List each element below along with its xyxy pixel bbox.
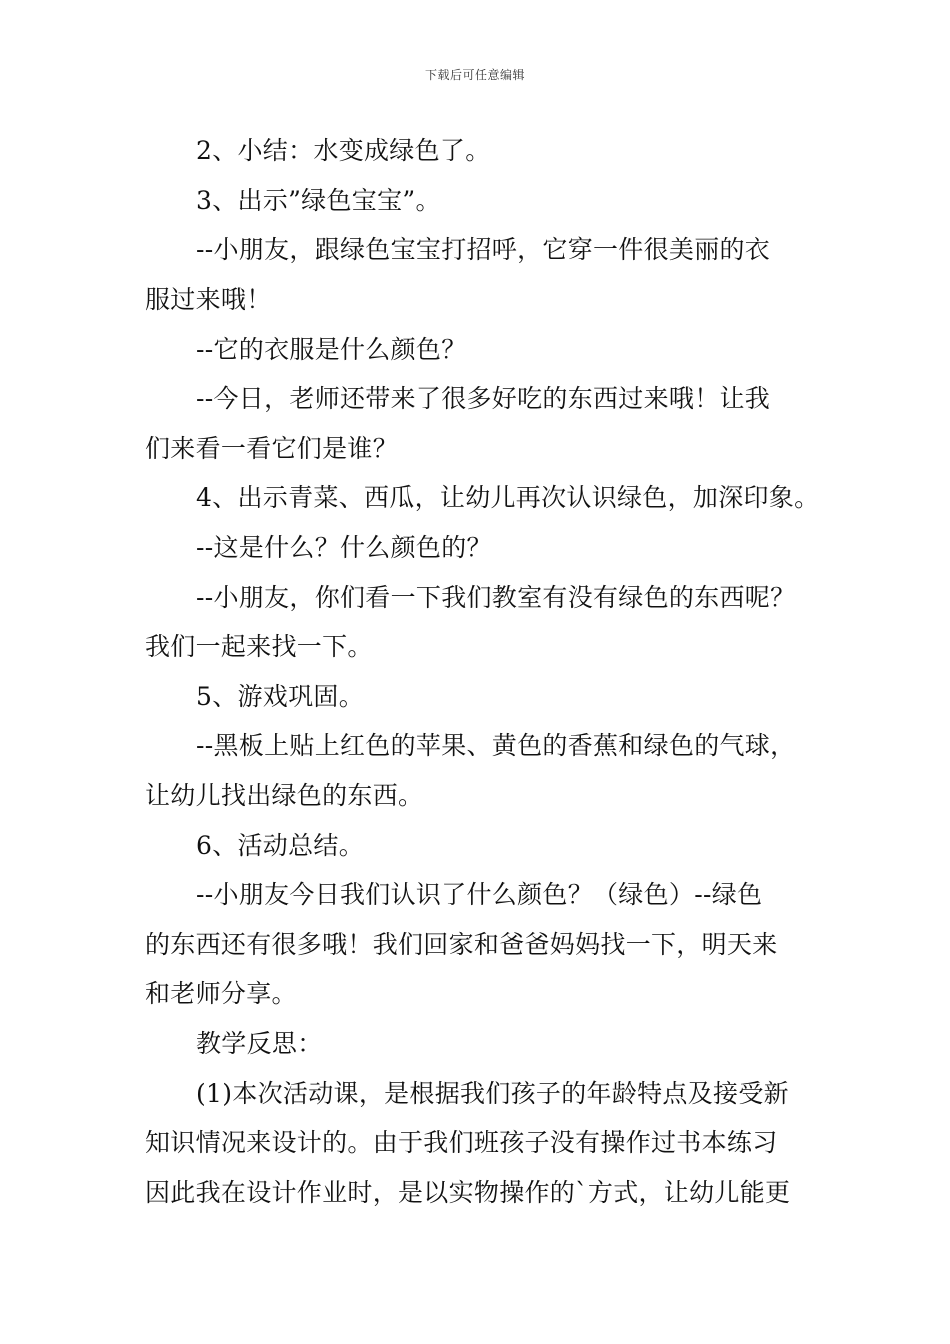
text-line: 我们一起来找一下。	[145, 632, 373, 661]
text-line: 和老师分享。	[145, 979, 297, 1008]
text-line: 6、活动总结。	[196, 831, 365, 860]
text-line: 4、出示青菜、西瓜，让幼儿再次认识绿色，加深印象。	[196, 483, 820, 512]
text-line: 的东西还有很多哦！我们回家和爸爸妈妈找一下，明天来	[145, 930, 778, 959]
text-line: --今日，老师还带来了很多好吃的东西过来哦！让我	[196, 384, 771, 413]
text-line: (1)本次活动课，是根据我们孩子的年龄特点及接受新	[196, 1079, 789, 1108]
text-line: 们来看一看它们是谁？	[145, 434, 399, 463]
text-line: 服过来哦！	[145, 285, 272, 314]
text-line: --小朋友今日我们认识了什么颜色？（绿色）--绿色	[196, 880, 763, 909]
text-line: --小朋友，跟绿色宝宝打招呼，它穿一件很美丽的衣	[196, 235, 771, 264]
text-line: 知识情况来设计的。由于我们班孩子没有操作过书本练习	[145, 1128, 778, 1157]
text-line: --这是什么？什么颜色的？	[196, 533, 492, 562]
page-header: 下载后可任意编辑	[424, 68, 525, 82]
text-line: 因此我在设计作业时，是以实物操作的`方式，让幼儿能更	[145, 1178, 791, 1207]
text-line: --小朋友，你们看一下我们教室有没有绿色的东西呢？	[196, 583, 796, 612]
text-line: --它的衣服是什么颜色？	[196, 335, 467, 364]
text-line: 教学反思：	[196, 1029, 323, 1058]
text-line: 5、游戏巩固。	[196, 682, 365, 711]
text-line: 3、出示”绿色宝宝”。	[196, 186, 441, 215]
text-line: --黑板上贴上红色的苹果、黄色的香蕉和绿色的气球，	[196, 731, 796, 760]
text-line: 2、小结：水变成绿色了。	[196, 136, 491, 165]
text-line: 让幼儿找出绿色的东西。	[145, 781, 424, 810]
